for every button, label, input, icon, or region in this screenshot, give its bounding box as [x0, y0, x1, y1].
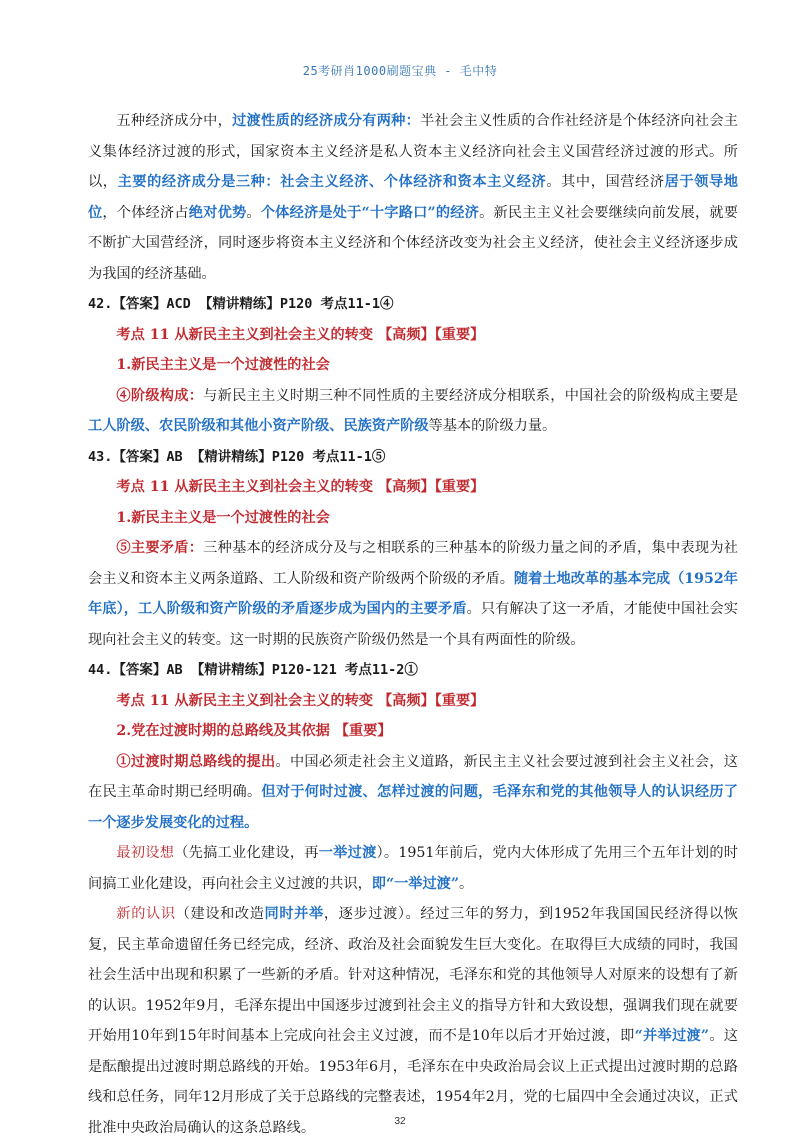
point-label: ①过渡时期总路线的提出 — [116, 753, 276, 770]
text: 。新民主主义社会要继续向前发展，就要不断扩大国营经济，同时逐步将资本主义经济和个体经济改变为社会主义经济，使社会主义经济逐步成为我国的经济基础。 — [88, 204, 738, 282]
text: 与新民主主义时期三种不同性质的主要经济成分相联系，中国社会的阶级构成主要是 — [203, 387, 738, 404]
paragraph-main-contradiction — [88, 533, 738, 655]
text: 。只有解决了这一矛盾，才能使中国社会实现向社会主义的转变。这一时期的民族资产阶级仍然是一个具有两面性的阶级。 — [88, 601, 738, 648]
highlight-text: 同时并举 — [264, 906, 324, 922]
kaodian-heading: 考点 11 从新民主主义到社会主义的转变 【高频】【重要】 — [116, 692, 485, 709]
text: 。这是酝酿提出过渡时期总路线的开始。1953年6月，毛泽东在中央政治局会议上正式提出过渡时期的总路线和总任务，同年12月形成了关于总路线的完整表述，1954年2月，党的七届四中全会通过决议，正式批准中央政治局确认的这条总路线。 — [88, 1028, 738, 1136]
subsection-heading: 1.新民主主义是一个过渡性的社会 — [116, 357, 330, 373]
paragraph-initial-idea — [88, 838, 738, 899]
text: 半社会主义性质的合作社经济是个体经济向社会主义集体经济过渡的形式，国家资本主义经济是私人资本主义经济向社会主义国营经济过渡的形式。所以， — [88, 113, 738, 190]
point-label: ⑤主要矛盾： — [116, 540, 204, 556]
answer-44-line: 44.【答案】AB 【精讲精练】P120-121 考点11-2① — [88, 662, 418, 678]
highlight-text: 随着土地改革的基本完成（1952年年底），工人阶级和资产阶级的矛盾逐步成为国内的主要矛盾 — [88, 570, 738, 617]
highlight-text: 工人阶级、农民阶级和其他小资产阶级、民族资产阶级 — [88, 418, 429, 434]
text: 。 — [246, 204, 261, 221]
text: （建设和改造 — [175, 906, 265, 922]
text: 。中国必须走社会主义道路，新民主主义社会要过渡到社会主义社会，这在民主革命时期已经明确。 — [88, 753, 738, 800]
paragraph-general-line — [88, 747, 738, 839]
highlight-text: 一举过渡 — [318, 845, 377, 861]
highlight-text: 主要的经济成分是三种：社会主义经济、个体经济和资本主义经济 — [117, 174, 547, 190]
text: ，个体经济占 — [102, 204, 189, 221]
paragraph-class-composition — [88, 381, 738, 442]
answer-42-line: 42.【答案】ACD 【精讲精练】P120 考点11-1④ — [88, 296, 394, 312]
page-content — [88, 106, 738, 1143]
highlight-text: 绝对优势 — [188, 204, 247, 221]
text: 五种经济成分中， — [116, 113, 233, 129]
kaodian-heading: 考点 11 从新民主主义到社会主义的转变 【高频】【重要】 — [116, 479, 485, 495]
text: 。其中，国营经济 — [546, 174, 665, 190]
subsection-heading: 1.新民主主义是一个过渡性的社会 — [116, 509, 330, 526]
point-label: ④阶级构成： — [116, 387, 204, 404]
highlight-text: 但对于何时过渡、怎样过渡的问题，毛泽东和党的其他领导人的认识经历了一个逐步发展变化的过程。 — [88, 784, 738, 831]
text: 等基本的阶级力量。 — [428, 418, 557, 434]
page-number: 32 — [394, 1116, 406, 1127]
subsection-heading: 2.党在过渡时期的总路线及其依据 【重要】 — [116, 723, 392, 739]
page-header: 25考研肖1000刷题宝典 - 毛中特 — [302, 64, 498, 78]
text: ，逐步过渡）。经过三年的努力，到1952年我国国民经济得以恢复，民主革命遗留任务已经完成，经济、政治及社会面貌发生巨大变化。在取得巨大成绩的同时，我国社会生活中出现和积累了一些新的矛盾。针对这种情况，毛泽东和党的其他领导人对原来的设想有了新的认识。1952年9月，毛泽东提出中国逐步过渡到社会主义的指导方针和大致设想，强调我们现在就要开始用10年到15年时间基本上完成向社会主义过渡，而不是10年以后才开始过渡，即 — [88, 906, 738, 1044]
paragraph-economic-components — [88, 106, 738, 289]
text: （先搞工业化建设，再 — [174, 845, 319, 861]
text: 三种基本的经济成分及与之相联系的三种基本的阶级力量之间的矛盾，集中表现为社会主义和资本主义两条道路、工人阶级和资产阶级两个阶级的矛盾。 — [88, 540, 738, 587]
text: 。 — [459, 875, 474, 892]
highlight-text: 居于领导地位 — [88, 174, 738, 221]
kaodian-heading: 考点 11 从新民主主义到社会主义的转变 【高频】【重要】 — [116, 326, 485, 343]
text: ）。1951年前后，党内大体形成了先用三个五年计划的时间搞工业化建设，再向社会主义过渡的共识， — [88, 845, 738, 892]
highlight-text: “并举过渡” — [634, 1028, 710, 1044]
paragraph-new-understanding — [88, 899, 738, 1143]
highlight-text: 即“一举过渡” — [371, 875, 460, 892]
point-label: 最初设想 — [116, 845, 175, 861]
point-label: 新的认识 — [116, 906, 176, 922]
highlight-text: 个体经济是处于“十字路口”的经济 — [260, 204, 480, 221]
highlight-text: 过渡性质的经济成分有两种： — [232, 113, 421, 129]
answer-43-line: 43.【答案】AB 【精讲精练】P120 考点11-1⑤ — [88, 448, 386, 465]
